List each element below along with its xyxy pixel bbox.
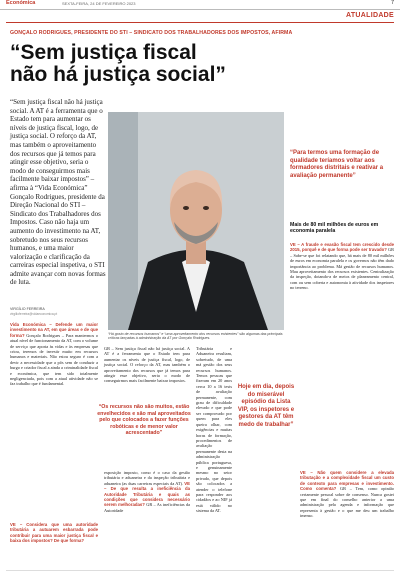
answer-2-tail: exposição imposto, como é o caso da gestão tributária e aduaneira e da inspeção tributária e aduaneira (as duas carreiras especiais da AT). — [104, 470, 190, 486]
question-4: VE – A fraude e evasão fiscal tem crescido desde 2015, porquê e de que forma pode ser travado? — [290, 242, 394, 253]
answer-4: GR – Sabe-se que foi relatando que, há mais de 80 mil milhões de euros em economia paralela e os governos não têm dado importância ao problema. Má gestão de recursos humanos. Mau aproveitamento dos recursos existentes. Centralização da inspeção, dotando-a de meios de planeamento central, com ou sem coberta e autonomia à atividade dos inspetores no terreno. — [290, 247, 394, 291]
section-label: ATUALIDADE — [346, 12, 394, 19]
pull-quote-middle: “Os recursos não são muitos, estão envelhecidos e são mal aproveitados pelo que colocados a fazer funções robóticas e de menor valor acrescentado” — [97, 404, 191, 437]
photo-caption: “Há gosto de recursos humanos” e “uma aproveitamento dos recursos existentes” são algumas das principais críticas lançadas à administração da AT por Gonçalo Rodrigues. — [108, 332, 283, 341]
top-bar — [0, 0, 400, 10]
page-bottom-rule — [6, 570, 394, 571]
column-1 — [10, 322, 98, 387]
column-4 — [290, 242, 394, 291]
column-4-bottom — [300, 470, 394, 519]
question-3: VE – De que resulta a ineficiência da Autoridade Tributária e quais as condições que considera necessário serem melhoradas? — [104, 480, 190, 508]
article-lead: “Sem justiça fiscal não há justiça social. A AT é a ferramenta que o Estado tem para aumentar os níveis de justiça fiscal, logo, de justiça social. O reforço da AT, mas também o aproveitamento dos recursos que já temos para atingir esse objetivo, seria o modo de conseguirmos mais facilmente baixar impostos” – afirma à “Vida Económica” Gonçalo Rodrigues, presidente da Direção Nacional do STI – Sindicato dos Trabalhadores dos Impostos. Caso não haja um aumento do investimento na AT, sobretudo nos seus recursos humanos, e uma maior valorização e clarificação da carreiras especial inspetiva, o STI admite avançar com novas formas de luta. — [10, 98, 106, 287]
answer-1: Gonçalo Rodrigues – Para mantermos o atual nível de funcionamento da AT, com o volume de serviço que aporta às vidas e às empresas que criou, teremos de investir muito em recursos humanos e materiais. Não estou seguro é com a devir a necessidade que a pôs sem de conduzir a burgo e criador fiscal a ainda a criminalidade fiscal e económica, que tem sido totalmente negligenciada, pois com a atual atividade não se faz trabalho que é fundamental. — [10, 332, 98, 387]
sidebar-heading: Mais de 80 mil milhões de euros em economia paralela — [290, 222, 379, 235]
article-headline — [10, 42, 340, 86]
section-divider — [6, 22, 394, 23]
headline-line-1: “Sem justiça fiscal — [10, 41, 197, 64]
answer-3: GR – As ineficiências da Autoridade — [104, 502, 190, 513]
question-5: VE – Não quem considere a elevada tributação e a complexidade fiscal um custo de contexto para empresas e investimento. Como comenta? — [300, 470, 394, 492]
answer-5: GR – Tem, como opinião certamente pessoal sobre de consenso. Nunca gostei que em final do conselho anterior a uma administração pela agenda e informação que representa à gestão e o que me deu um trabalho imenso. — [300, 486, 395, 519]
column-2 — [104, 346, 190, 384]
pull-quote-right: Hoje em dia, depois do miserável episódio da Lista VIP, os inspetores e gestores da AT têm medo de trabalhar” — [237, 384, 295, 428]
page-number: 7 — [390, 0, 394, 6]
author-byline: VIRGÍLIO FERREIRA — [10, 307, 45, 311]
question-2: VE – Considera que uma autoridade tributária a autuarem esbarrada pode contribuir para uma maior justiça fiscal e baixa dos impostos? De que forma? — [10, 522, 98, 544]
pull-quote-top: “Para termos uma formação de qualidade teríamos voltar aos formadores distritais e reativar a avaliação permanente” — [290, 150, 384, 179]
column-1-bottom — [10, 522, 98, 544]
headline-line-2: não há justiça social” — [10, 63, 226, 86]
column-3 — [196, 346, 232, 514]
article-kicker: GONÇALO RODRIGUES, PRESIDENTE DO STI – SINDICATO DOS TRABALHADORES DOS IMPOSTOS, AFIRMA — [10, 30, 293, 36]
portrait-photo — [108, 112, 284, 330]
portrait-illustration — [108, 112, 284, 330]
column-3-text: Tributária e Aduaneira resultam, sobretudo, de uma má gestão dos seus recursos humanos. Temos pessoas que fizeram em 20 anos cerca 10 a 16 tests de avaliação permanente, com grau de dificuldade elevado e que pode ser comprovado por quem para eles queira olhar, com exigências e muitas horas de formação, procedimentos de avaliação permanente desta na administração pública portuguesa, e genuinamente mesmo no setor privado, que depois são colocados a atender o telefone para responder aos cidadãos e ao NIF já está válido no sistema da AT. — [196, 346, 232, 514]
publication-brand: Económica — [6, 0, 36, 6]
publication-date: SEXTA-FEIRA, 24 DE FEVEREIRO 2023 — [62, 1, 136, 6]
answer-2: GR – Sem justiça fiscal não há justiça social. A AT é a ferramenta que o Estado tem para aumentar os níveis de justiça fiscal, logo, de justiça social. O reforço da AT, mas também o aproveitamento dos recursos que já temos para atingir esse objetivo, seria o modo de conseguirmos mais facilmente baixar impostos. — [104, 346, 190, 384]
column-2-bottom — [104, 470, 190, 513]
question-1: Vida Económica – Defende um maior investimento na AT, em que áreas e de que forma? — [10, 322, 98, 338]
author-email: virgilioferreira@vidaeconomica.pt — [10, 312, 58, 316]
